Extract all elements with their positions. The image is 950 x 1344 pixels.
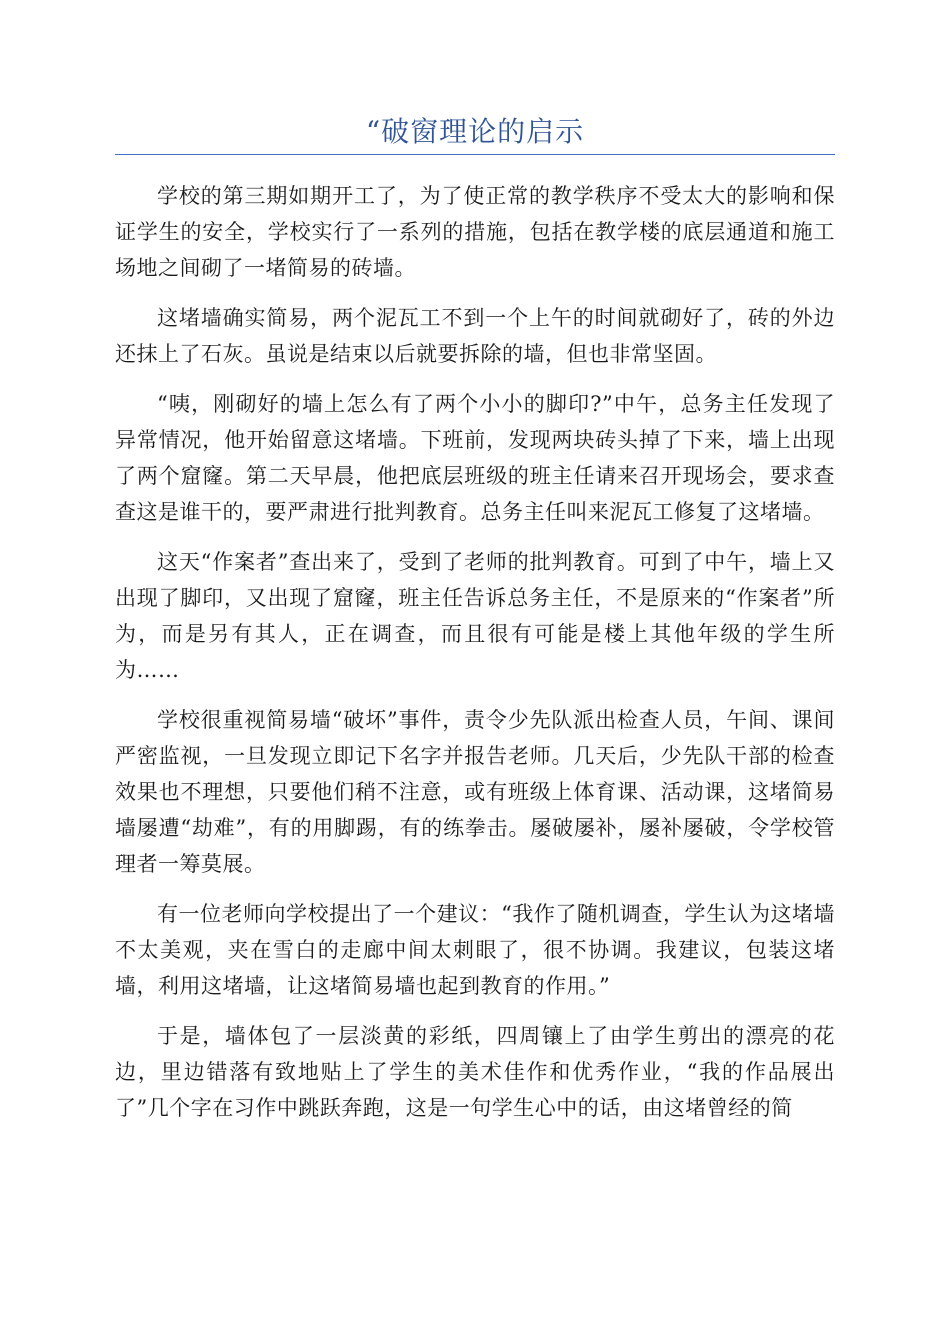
paragraph-6: 有一位老师向学校提出了一个建议：“我作了随机调查，学生认为这堵墙不太美观，夹在雪白的走廊中间太刺眼了，很不协调。我建议，包装这堵墙，利用这堵墙，让这堵简易墙也起到教育的作用。” (115, 902, 835, 998)
paragraph-7: 于是，墙体包了一层淡黄的彩纸，四周镶上了由学生剪出的漂亮的花边，里边错落有致地贴上了学生的美术佳作和优秀作业，“我的作品展出了”几个字在习作中跳跃奔跑，这是一句学生心中的话，由这堵曾经的简 (115, 1024, 835, 1120)
paragraph-3: “咦，刚砌好的墙上怎么有了两个小小的脚印?”中午，总务主任发现了异常情况，他开始留意这堵墙。下班前，发现两块砖头掉了下来，墙上出现了两个窟窿。第二天早晨，他把底层班级的班主任请来召开现场会，要求查查这是谁干的，要严肃进行批判教育。总务主任叫来泥瓦工修复了这堵墙。 (115, 392, 835, 524)
paragraph-5: 学校很重视简易墙“破坏”事件，责令少先队派出检查人员，午间、课间严密监视，一旦发现立即记下名字并报告老师。几天后，少先队干部的检查效果也不理想，只要他们稍不注意，或有班级上体育课、活动课，这堵简易墙屡遭“劫难”，有的用脚踢，有的练拳击。屡破屡补，屡补屡破，令学校管理者一筹莫展。 (115, 708, 835, 876)
document-body (115, 178, 835, 1140)
paragraph-4: 这天“作案者”查出来了，受到了老师的批判教育。可到了中午，墙上又出现了脚印，又出现了窟窿，班主任告诉总务主任，不是原来的“作案者”所为，而是另有其人，正在调查，而且很有可能是楼上其他年级的学生所为…… (115, 550, 835, 682)
paragraph-2: 这堵墙确实简易，两个泥瓦工不到一个上午的时间就砌好了，砖的外边还抹上了石灰。虽说是结束以后就要拆除的墙，但也非常坚固。 (115, 306, 835, 366)
paragraph-1: 学校的第三期如期开工了，为了使正常的教学秩序不受太大的影响和保证学生的安全，学校实行了一系列的措施，包括在教学楼的底层通道和施工场地之间砌了一堵简易的砖墙。 (115, 184, 835, 280)
document-title: “破窗理论的启示 (365, 115, 585, 148)
title-underline (115, 154, 835, 155)
